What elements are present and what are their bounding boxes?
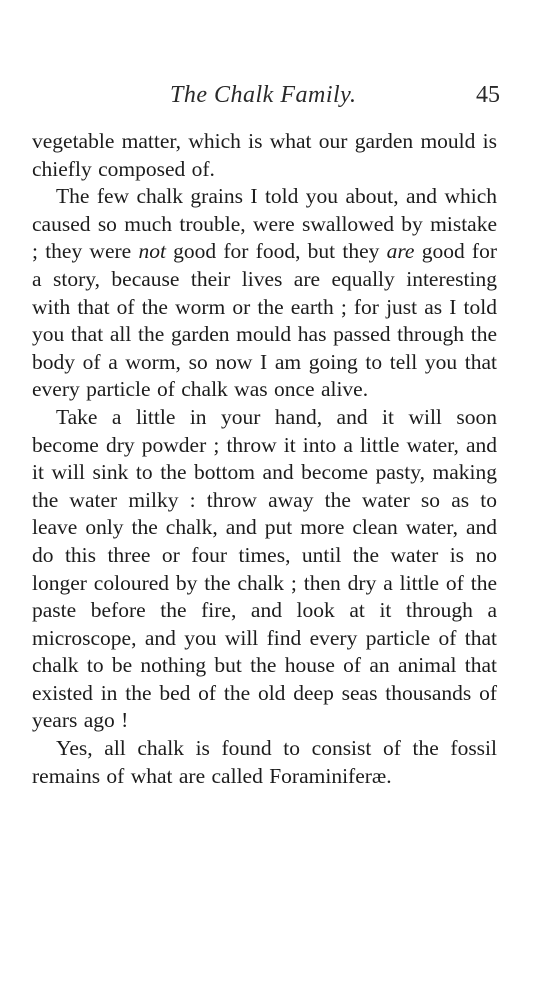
text-segment: Yes, all chalk is found to consist of the fossil remains of what are called Foraminiferæ.	[32, 736, 497, 788]
page-header	[30, 82, 500, 118]
running-title: The Chalk Family.	[170, 82, 357, 108]
text-segment: good for food, but they	[165, 239, 387, 264]
text-segment: Take a little in your hand, and it will soon become dry powder ; throw it into a little water, and it will sink to the bottom and become pasty, making the water milky : throw away the water so as to leave only the chalk, and put more clean water, and do this three or four times, until the water is no longer coloured by the chalk ; then dry a little of the paste before the fire, and look at it through a microscope, and you will find every particle of that chalk to be nothing but the house of an animal that existed in the bed of the old deep seas thousands of years ago !	[32, 404, 497, 733]
emphasis-are: are	[386, 239, 415, 264]
paragraph-experiment	[32, 404, 497, 735]
paragraph-continuation	[32, 128, 497, 183]
page-number: 45	[476, 82, 500, 108]
body-text	[32, 128, 497, 790]
paragraph-foraminiferae	[32, 735, 497, 790]
emphasis-not: not	[138, 239, 166, 264]
text-segment: good for a story, because their lives are equally interesting with that of the worm or the earth ; for just as I told you that all the garden mould has passed through the body of a worm, so now I am going to tell you that every particle of chalk was once alive.	[32, 239, 497, 402]
paragraph-chalk-grains	[32, 183, 497, 404]
text-segment: vegetable matter, which is what our garden mould is chiefly composed of.	[32, 129, 497, 181]
text-segment: The few chalk grains I told you about, and which caused so much trouble, were swallowed by mistake ; they were	[32, 184, 497, 264]
